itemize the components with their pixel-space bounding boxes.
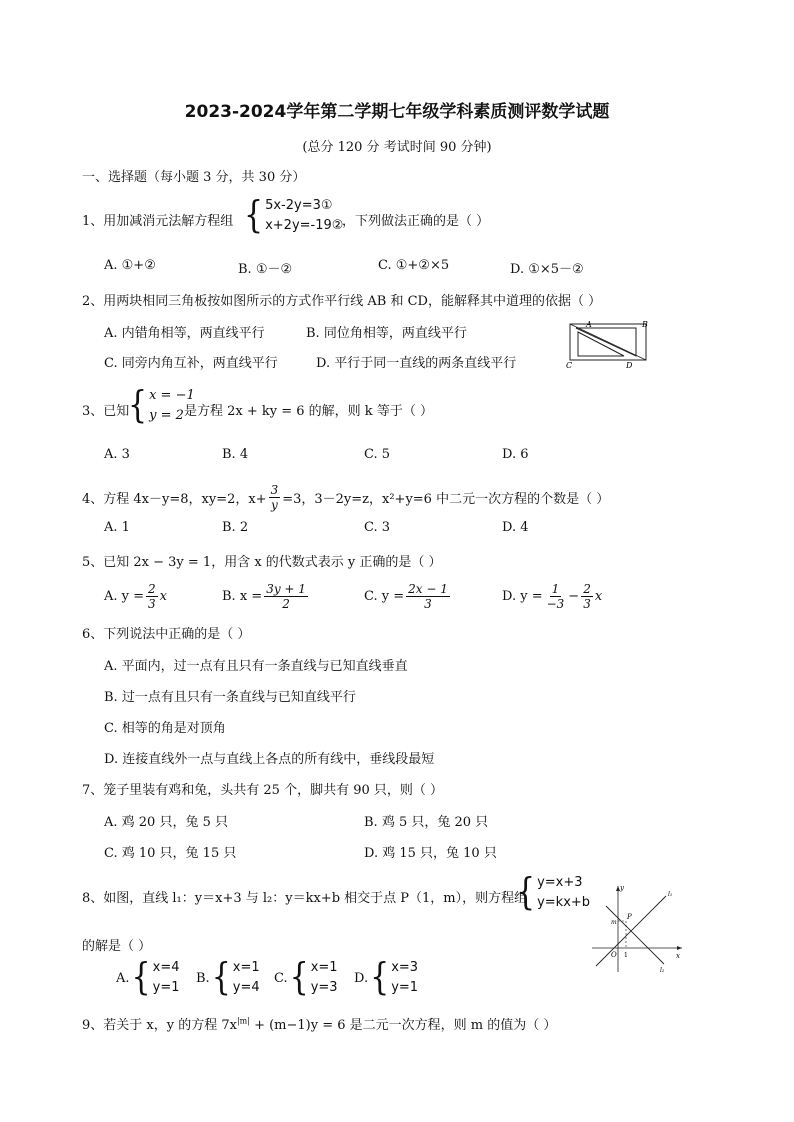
q3-option-b[interactable]: B. 4: [222, 447, 249, 462]
q9-line: [82, 1014, 556, 1033]
q5-a-den: 3: [148, 597, 156, 611]
q4-suffix: =3，3－2y=z，x²+y=6 中二元一次方程的个数是（ ）: [282, 492, 610, 507]
q8-c-label: C.: [274, 970, 288, 986]
q8-option-d[interactable]: [354, 955, 419, 1000]
graph-p-label: P: [627, 913, 632, 921]
q1-suffix: ，下列做法正确的是（ ）: [342, 214, 490, 229]
q2-option-b[interactable]: B. 同位角相等，两直线平行: [306, 326, 467, 341]
q8-eq2: y=kx+b: [537, 895, 591, 910]
q5-d-frac1: [545, 582, 567, 611]
q4-prefix: 4、方程 4x－y=8，xy=2，x+: [82, 492, 267, 507]
q1-option-c[interactable]: C. ①+②×5: [378, 258, 450, 273]
q3-suffix: 是方程 2x + ky = 6 的解，则 k 等于（ ）: [184, 404, 433, 419]
q5-a-frac: [146, 582, 158, 611]
q9-suffix: + (m−1)y = 6 是二元一次方程，则 m 的值为（ ）: [249, 1018, 557, 1033]
q8-option-b[interactable]: [196, 955, 260, 1000]
q3-prefix: 3、已知: [82, 404, 130, 419]
q5-option-d[interactable]: [502, 582, 602, 611]
graph-origin-label: O: [611, 951, 617, 959]
brace-icon: {: [516, 870, 536, 915]
q4-option-b[interactable]: B. 2: [222, 520, 249, 535]
q1-eq1: 5x-2y=3①: [265, 198, 333, 213]
q8-text2: 的解是（ ）: [82, 939, 152, 954]
q5-c-den: 3: [424, 597, 432, 611]
q8-a-label: A.: [116, 970, 130, 986]
q5-d-frac2: [581, 582, 593, 611]
brace-icon: {: [211, 955, 231, 1000]
q5-d-num1: 1: [551, 582, 560, 596]
brace-icon: {: [128, 383, 148, 428]
q8-d-label: D.: [354, 970, 369, 986]
q8-a-y: y=1: [152, 980, 180, 995]
q7-text: 7、笼子里装有鸡和兔，头共有 25 个，脚共有 90 只，则（ ）: [82, 783, 444, 798]
graph-x-label: x: [676, 952, 680, 960]
q8-option-a[interactable]: [116, 955, 180, 1000]
q5-option-b[interactable]: [222, 582, 310, 611]
q4-line: [82, 483, 609, 512]
q8-d-x: x=3: [391, 960, 419, 975]
q8-d-y: y=1: [391, 980, 419, 995]
q8-b-x: x=1: [232, 960, 260, 975]
q8-line-graph: [588, 882, 684, 974]
graph-y-label: y: [620, 884, 624, 892]
q5-a-var: x: [159, 589, 168, 604]
q8-system: [516, 870, 591, 915]
q2-text: 2、用两块相同三角板按如图所示的方式作平行线 AB 和 CD，能解释其中道理的依据（ ）: [82, 294, 602, 309]
q5-d-den1: −3: [546, 597, 565, 611]
q7-option-a[interactable]: A. 鸡 20 只，兔 5 只: [104, 815, 228, 830]
brace-icon: {: [289, 955, 309, 1000]
triangle-ruler-figure: [564, 318, 654, 368]
q7-option-b[interactable]: B. 鸡 5 只，兔 20 只: [364, 815, 489, 830]
q3-option-d[interactable]: D. 6: [502, 447, 529, 462]
exam-info: (总分 120 分 考试时间 90 分钟): [302, 140, 492, 155]
q2-option-d[interactable]: D. 平行于同一直线的两条直线平行: [316, 356, 517, 371]
q1-option-b[interactable]: B. ①－②: [238, 262, 293, 277]
q5-a-num: 2: [148, 582, 156, 596]
graph-m-label: m: [611, 919, 617, 926]
fig-label-b: B: [642, 320, 648, 329]
q6-option-c[interactable]: C. 相等的角是对顶角: [104, 721, 226, 736]
q3-option-c[interactable]: C. 5: [364, 447, 391, 462]
q5-d-den2: 3: [583, 597, 591, 611]
page-title: 2023-2024学年第二学期七年级学科素质测评数学试题: [184, 102, 610, 122]
q5-b-den: 2: [282, 597, 290, 611]
q6-text: 6、下列说法中正确的是（ ）: [82, 627, 251, 642]
q1-prefix: 1、用加减消元法解方程组: [82, 214, 234, 229]
q3-eq2: y = 2: [149, 408, 184, 423]
fig-label-c: C: [566, 361, 573, 370]
q2-option-c[interactable]: C. 同旁内角互补，两直线平行: [104, 356, 278, 371]
q8-b-label: B.: [196, 970, 210, 986]
q4-fraction: [269, 483, 281, 512]
q7-option-d[interactable]: D. 鸡 15 只，兔 10 只: [364, 846, 497, 861]
q5-d-var: x: [594, 589, 603, 604]
graph-l2-label: l₂: [660, 967, 665, 974]
q8-a-x: x=4: [152, 960, 180, 975]
brace-icon: {: [131, 955, 151, 1000]
q5-text: 5、已知 2x − 3y = 1，用含 x 的代数式表示 y 正确的是（ ）: [82, 555, 442, 570]
q5-d-num2: 2: [583, 582, 591, 596]
q1-eq2: x+2y=-19②: [265, 218, 344, 233]
q1-option-a[interactable]: A. ①+②: [104, 258, 156, 273]
q8-text: 8、如图，直线 l₁：y＝x+3 与 l₂：y＝kx+b 相交于点 P（1，m），则方程组: [82, 891, 528, 906]
graph-one-label: 1: [624, 952, 628, 959]
q5-option-c[interactable]: [364, 582, 452, 611]
q5-c-num: 2x − 1: [408, 582, 448, 596]
q5-c-frac: [406, 582, 450, 611]
q5-d-minus: −: [568, 589, 580, 604]
q7-option-c[interactable]: C. 鸡 10 只，兔 15 只: [104, 846, 237, 861]
q3-option-a[interactable]: A. 3: [104, 447, 130, 462]
x-axis-arrow-icon: [677, 946, 682, 950]
brace-icon: {: [370, 955, 390, 1000]
q5-d-lhs: D. y =: [502, 589, 543, 604]
fig-label-d: D: [626, 361, 633, 370]
q8-b-y: y=4: [232, 980, 260, 995]
q2-option-a[interactable]: A. 内错角相等，两直线平行: [104, 326, 265, 341]
q9-text: 9、若关于 x，y 的方程 7x: [82, 1018, 237, 1033]
q8-c-y: y=3: [310, 980, 338, 995]
q5-c-lhs: C. y =: [364, 589, 405, 604]
q4-option-c[interactable]: C. 3: [364, 520, 391, 535]
q6-option-d[interactable]: D. 连接直线外一点与直线上各点的所有线中，垂线段最短: [104, 752, 435, 767]
q8-c-x: x=1: [310, 960, 338, 975]
q6-option-b[interactable]: B. 过一点有且只有一条直线与已知直线平行: [104, 690, 356, 705]
q4-option-a[interactable]: A. 1: [104, 520, 130, 535]
q5-b-frac: [264, 582, 308, 611]
q5-a-lhs: A. y =: [104, 589, 145, 604]
q5-option-a[interactable]: [104, 582, 167, 611]
q1-system: [244, 193, 344, 238]
q8-eq1: y=x+3: [537, 875, 583, 890]
q5-b-lhs: B. x =: [222, 589, 263, 604]
q4-option-d[interactable]: D. 4: [502, 520, 529, 535]
graph-l1-label: l₁: [668, 891, 673, 898]
q3-eq1: x = −1: [149, 388, 195, 403]
brace-icon: {: [244, 193, 264, 238]
q8-option-c[interactable]: [274, 955, 338, 1000]
q4-frac-den: y: [271, 498, 278, 512]
section-heading: 一、选择题（每小题 3 分，共 30 分）: [82, 170, 306, 185]
q1-option-d[interactable]: D. ①×5－②: [510, 262, 584, 277]
q6-option-a[interactable]: A. 平面内，过一点有且只有一条直线与已知直线垂直: [104, 659, 408, 674]
fig-label-a: A: [586, 320, 592, 329]
q9-exponent: |m|: [236, 1016, 250, 1026]
q5-b-num: 3y + 1: [266, 582, 306, 596]
q4-frac-num: 3: [270, 483, 279, 497]
